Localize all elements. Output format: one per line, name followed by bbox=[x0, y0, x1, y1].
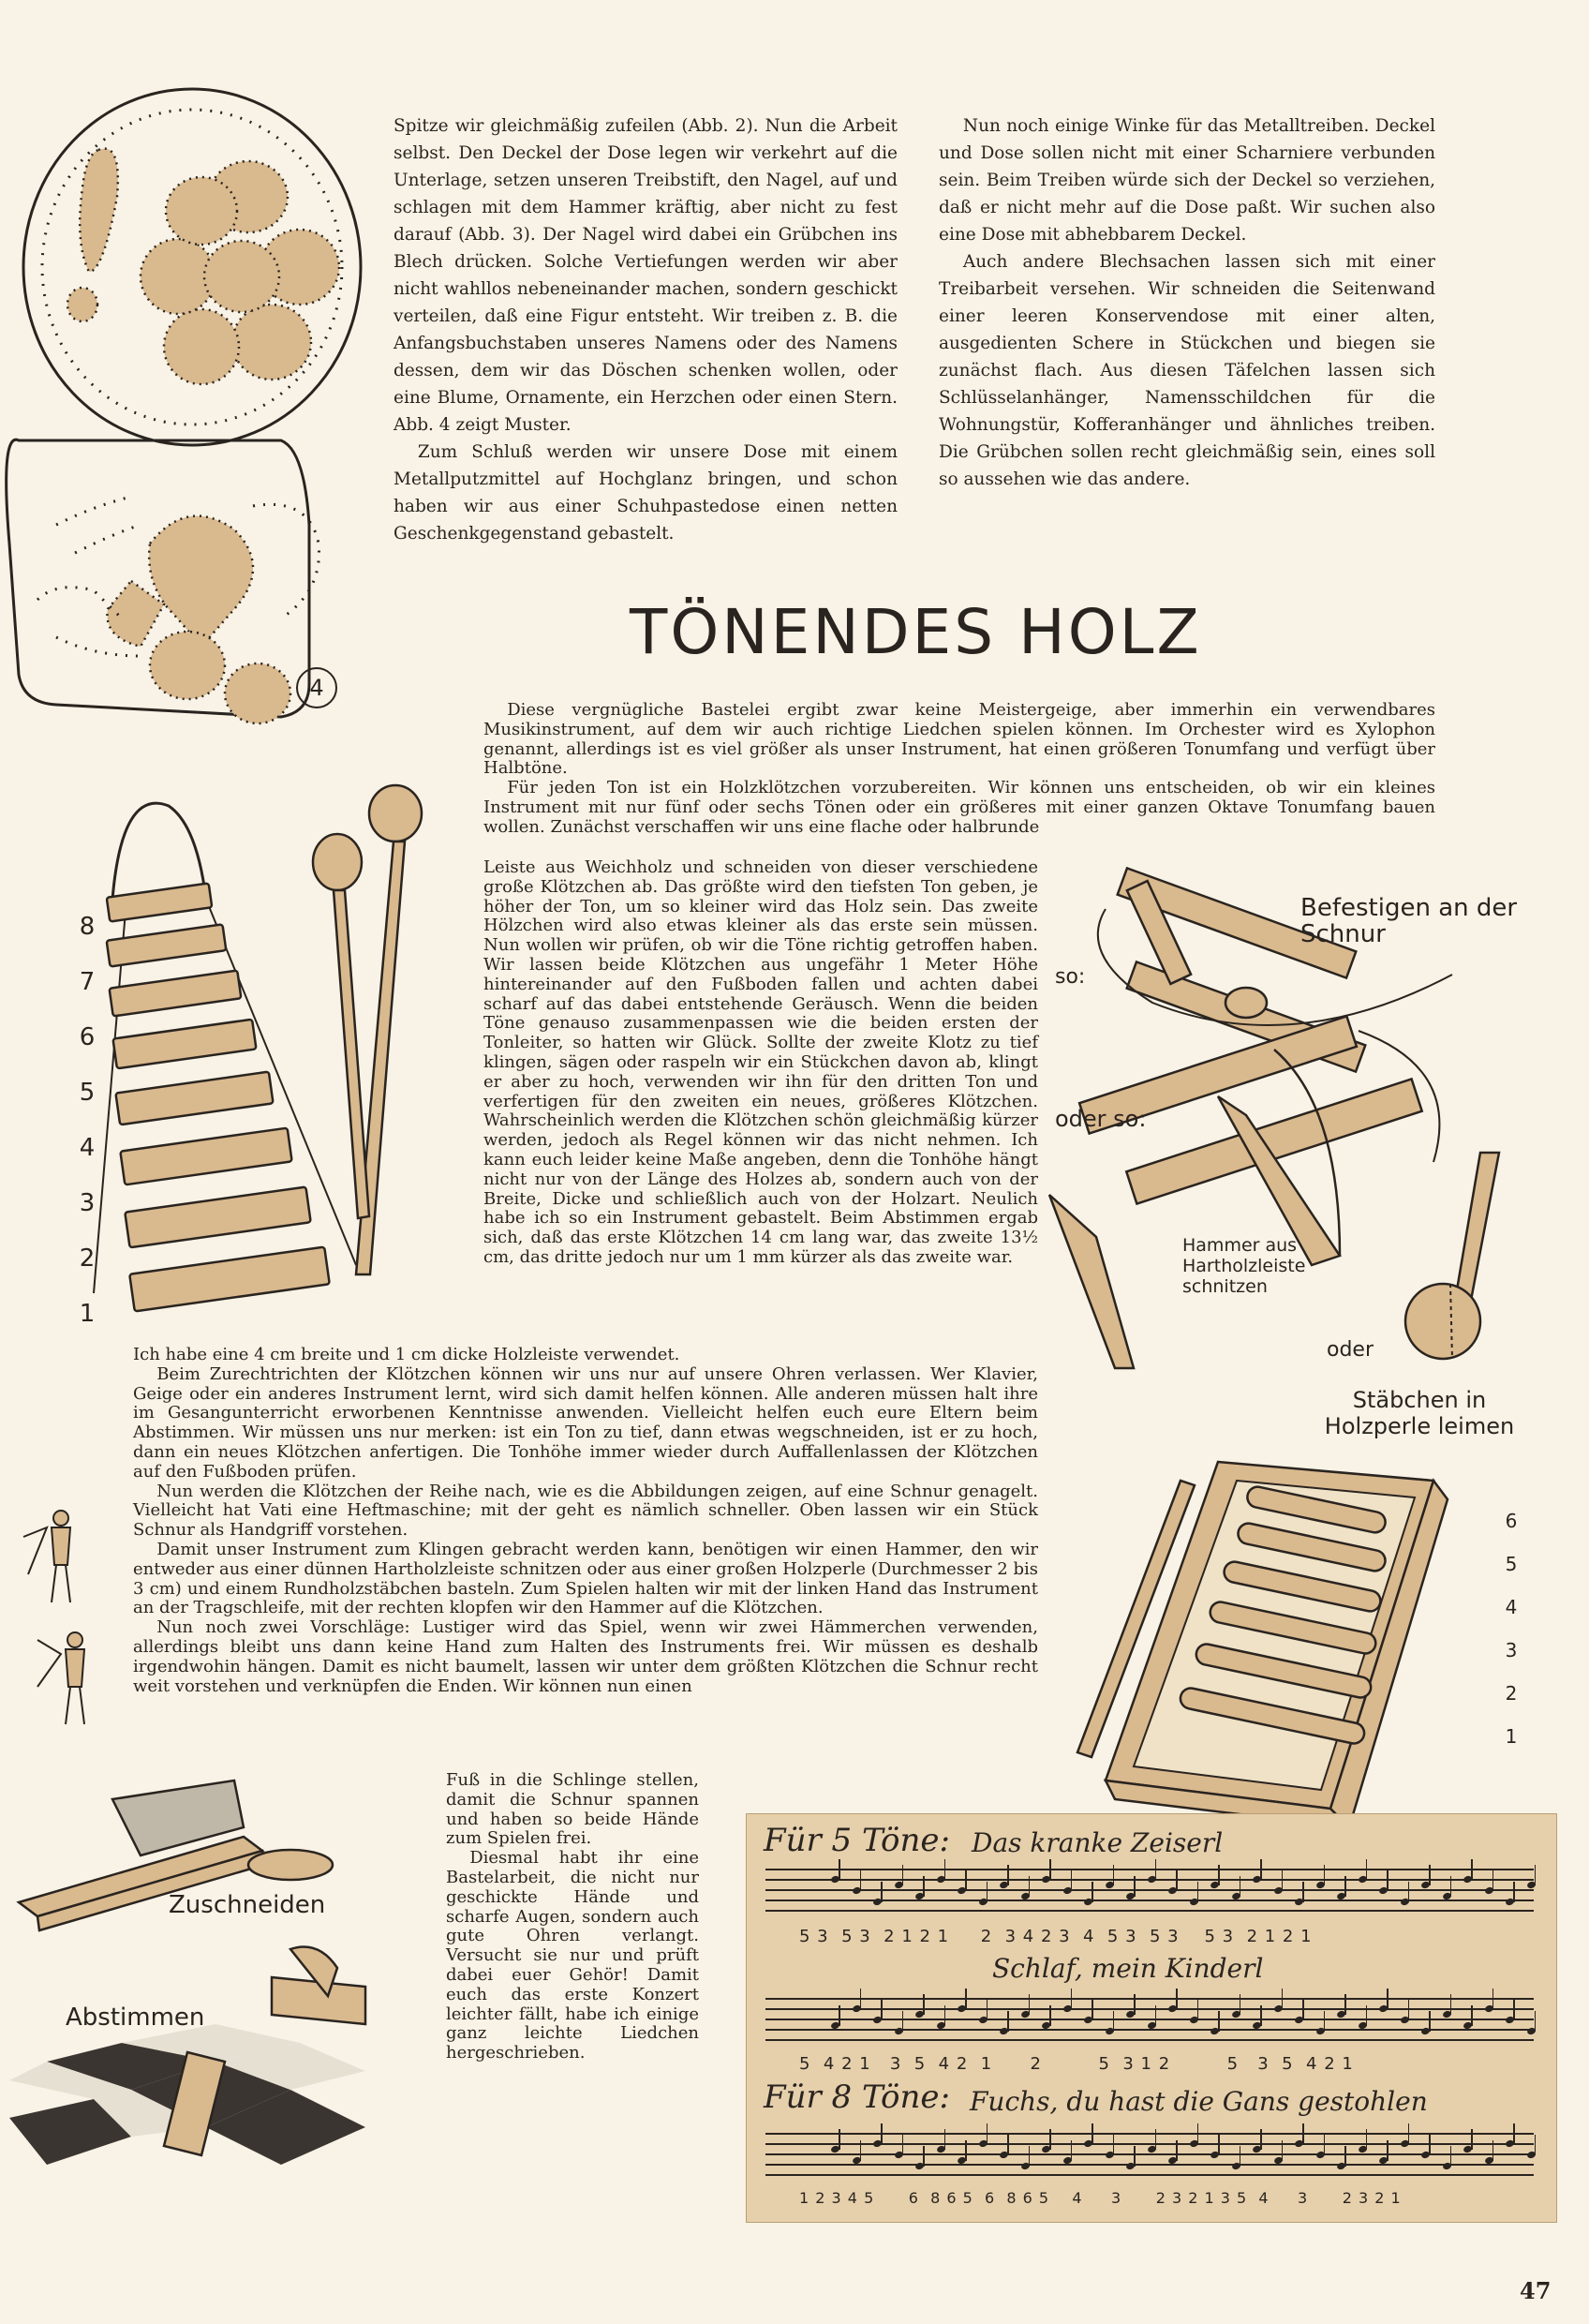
music-note-stem bbox=[1007, 2011, 1009, 2032]
frame-xylophone-drawing bbox=[1106, 1443, 1537, 1837]
song-title-3: Fuchs, du hast die Gans gestohlen bbox=[970, 2086, 1428, 2117]
music-note-stem bbox=[902, 1865, 904, 1885]
music-note-stem bbox=[965, 2140, 967, 2161]
label-abstimmen: Abstimmen bbox=[66, 2004, 205, 2032]
bottom-text bbox=[446, 1771, 699, 2063]
music-note-stem bbox=[965, 1989, 967, 2009]
music-note-stem bbox=[1134, 2146, 1136, 2167]
paragraph: Fuß in die Schlinge stellen, damit die Schnur spannen und haben so beide Hände zum Spielen frei. bbox=[446, 1770, 699, 1849]
music-note-stem bbox=[860, 1870, 862, 1891]
intro-text bbox=[483, 701, 1435, 838]
music-note-stem bbox=[1049, 1859, 1051, 1880]
music-note-stem bbox=[1134, 1994, 1136, 2015]
music-note-stem bbox=[1260, 2005, 1262, 2026]
music-note-stem bbox=[860, 2140, 862, 2161]
figure-4-label: 4 bbox=[296, 667, 337, 708]
music-note-stem bbox=[1535, 1865, 1537, 1885]
frame-number: 1 bbox=[1505, 1725, 1518, 1748]
label-befestigen: Befestigen an der Schnur bbox=[1300, 894, 1518, 948]
music-note-stem bbox=[1092, 2000, 1093, 2020]
song-title-1: Das kranke Zeiserl bbox=[972, 1827, 1224, 1858]
music-note-stem bbox=[987, 2000, 988, 2020]
paragraph: Für jeden Ton ist ein Holzklötzchen vorzubereiten. Wir können uns entscheiden, ob wir ein kleines Instrument mit nur fünf oder sechs Tönen oder ein größeres mit einer ganzen Oktave Tonumfang bauen wollen. Zunächst verschaffen wir uns eine flache oder halbrunde bbox=[483, 778, 1435, 837]
music-note-stem bbox=[1197, 2123, 1199, 2144]
paragraph: Nun werden die Klötzchen der Reihe nach, wie es die Abbildungen zeigen, auf eine Schnur genagelt. Vielleicht hat Vati eine Heftmaschine; mit der geht es nämlich schneller. Oben lassen wir ein Stück Schnur als Handgriff vorstehen. bbox=[133, 1481, 1038, 1541]
music-note-stem bbox=[902, 2011, 904, 2032]
music-note-stem bbox=[923, 2146, 925, 2167]
music-note-stem bbox=[1176, 1989, 1178, 2009]
column-left bbox=[394, 112, 898, 547]
music-heading-8: Für 8 Töne: bbox=[764, 2078, 950, 2116]
music-note-stem bbox=[1471, 2005, 1473, 2026]
music-note-stem bbox=[1049, 2129, 1051, 2150]
music-note-stem bbox=[1450, 2146, 1452, 2167]
xylophone-number: 4 bbox=[79, 1134, 96, 1162]
music-note-stem bbox=[839, 2005, 840, 2026]
music-note-stem bbox=[944, 2005, 946, 2026]
frame-number: 3 bbox=[1505, 1639, 1518, 1661]
xylophone-number-list bbox=[73, 900, 101, 1342]
xylophone-number: 7 bbox=[79, 968, 96, 996]
music-note-stem bbox=[1408, 2000, 1410, 2020]
music-note-stem bbox=[1429, 2135, 1431, 2155]
label-zuschneiden: Zuschneiden bbox=[169, 1891, 326, 1919]
music-note-stem bbox=[1282, 2140, 1284, 2161]
music-note-stem bbox=[1324, 1865, 1326, 1885]
music-note-stem bbox=[1049, 2005, 1051, 2026]
music-note-stem bbox=[1197, 1882, 1199, 1902]
song-title-2: Schlaf, mein Kinderl bbox=[992, 1953, 1264, 1984]
column-right bbox=[939, 112, 1435, 493]
music-note-stem bbox=[1218, 2011, 1220, 2032]
music-note-stem bbox=[1176, 2140, 1178, 2161]
paragraph: Beim Zurechtrichten der Klötzchen können wir uns nur auf unsere Ohren verlassen. Wer Klavier, Geige oder ein anderes Instrument lernt, wird sich damit helfen können. Alle anderen müssen halt ihre im Gesangunterricht erworbenen Kenntnisse anwenden. Vielleicht helfen euch eure Eltern beim Abstimmen. Wir müssen uns nur merken: ist ein Ton zu tief, dann etwas wegschneiden, ist er zu hoch, dann ein neues Klötzchen anfertigen. Die Tonhöhe immer wieder durch Auffallenlassen der Klötzchen auf den Fußboden prüfen. bbox=[133, 1363, 1038, 1482]
wide-text bbox=[133, 1346, 1038, 1696]
music-note-stem bbox=[1324, 2135, 1326, 2155]
music-note-stem bbox=[1071, 1870, 1073, 1891]
music-note-stem bbox=[839, 2129, 840, 2150]
music-note-stem bbox=[1260, 2129, 1262, 2150]
music-note-stem bbox=[1535, 2135, 1537, 2155]
staff-2 bbox=[765, 1998, 1534, 2043]
music-note-stem bbox=[860, 1989, 862, 2009]
music-note-stem bbox=[1513, 2000, 1515, 2020]
frame-number: 2 bbox=[1505, 1682, 1518, 1705]
music-note-stem bbox=[1429, 1865, 1431, 1885]
music-note-stem bbox=[1282, 1989, 1284, 2009]
music-note-stem bbox=[944, 2129, 946, 2150]
music-note-stem bbox=[1344, 1876, 1346, 1897]
xylophone-number: 2 bbox=[79, 1244, 96, 1273]
frame-number-list bbox=[1497, 1499, 1525, 1758]
music-note-stem bbox=[1240, 1876, 1241, 1897]
music-note-stem bbox=[1302, 2000, 1304, 2020]
xylophone-number: 1 bbox=[79, 1300, 96, 1328]
song2-numbers: 5 4 2 1 3 5 4 2 1 2 5 3 1 2 5 3 5 4 2 1 bbox=[799, 2054, 1354, 2074]
paragraph: Auch andere Blechsachen lassen sich mit einer Treibarbeit versehen. Wir schneiden die Seitenwand einer leeren Konservendose mit einer alten, ausgedienten Schere in Stückchen und biegen sie zunächst flach. Aus diesen Täfelchen lassen sich Schlüsselanhänger, Namensschildchen für die Wohnungstür, Kofferanhänger und ähnliches treiben. Die Grübchen sollen recht gleichmäßig sein, eines soll so aussehen wie das andere. bbox=[939, 252, 1435, 489]
music-note-stem bbox=[1492, 2140, 1494, 2161]
frame-number: 4 bbox=[1505, 1596, 1518, 1618]
music-note-stem bbox=[1197, 2000, 1199, 2020]
music-note-stem bbox=[1366, 1859, 1368, 1880]
music-note-stem bbox=[1450, 1876, 1452, 1897]
music-note-stem bbox=[1282, 1870, 1284, 1891]
music-note-stem bbox=[839, 1859, 840, 1880]
music-note-stem bbox=[987, 2123, 988, 2144]
music-note-stem bbox=[1218, 1865, 1220, 1885]
music-note-stem bbox=[1134, 1876, 1136, 1897]
music-note-stem bbox=[1007, 2135, 1009, 2155]
music-note-stem bbox=[1471, 2129, 1473, 2150]
narrow-text bbox=[483, 858, 1038, 1268]
xylophone-drawing bbox=[56, 787, 450, 1312]
music-note-stem bbox=[1513, 1882, 1515, 1902]
music-note-stem bbox=[1492, 1989, 1494, 2009]
music-note-stem bbox=[1218, 2135, 1220, 2155]
music-note-stem bbox=[923, 1994, 925, 2015]
music-note-stem bbox=[1240, 2146, 1241, 2167]
music-note-stem bbox=[923, 1876, 925, 1897]
music-note-stem bbox=[1113, 1865, 1115, 1885]
xylophone-number: 6 bbox=[79, 1023, 96, 1051]
paragraph: Damit unser Instrument zum Klingen gebracht werden kann, benötigen wir einen Hammer, den wir entweder aus einer dünnen Hartholzleiste schnitzen oder aus einer großen Holzperle (Durchmesser 2 bis 3 cm) und einem Rundholzstäbchen basteln. Zum Spielen halten wir mit der linken Hand das Instrument an der Tragschleife, mit der rechten klopfen wir den Hammer auf die Klötzchen. bbox=[133, 1539, 1038, 1618]
music-note-stem bbox=[1155, 2005, 1157, 2026]
music-note-stem bbox=[1029, 1994, 1031, 2015]
music-note-stem bbox=[1324, 2011, 1326, 2032]
music-note-stem bbox=[1240, 1994, 1241, 2015]
music-note-stem bbox=[881, 2123, 883, 2144]
music-note-stem bbox=[1387, 1870, 1389, 1891]
music-note-stem bbox=[1408, 1882, 1410, 1902]
music-note-stem bbox=[1450, 1994, 1452, 2015]
music-note-stem bbox=[902, 2135, 904, 2155]
music-note-stem bbox=[1029, 2146, 1031, 2167]
music-note-stem bbox=[1113, 2011, 1115, 2032]
song3-numbers: 1 2 3 4 5 6 8 6 5 6 8 6 5 4 3 2 3 2 1 3 5 4 3 2 3 2 1 bbox=[799, 2189, 1402, 2207]
saw-and-tuning-drawing bbox=[9, 1780, 450, 2174]
music-note-stem bbox=[1176, 1870, 1178, 1891]
music-note-stem bbox=[1007, 1865, 1009, 1885]
xylophone-number: 3 bbox=[79, 1189, 96, 1217]
page-number: 47 bbox=[1520, 2277, 1552, 2304]
music-heading-5: Für 5 Töne: bbox=[764, 1822, 950, 1859]
music-note-stem bbox=[1155, 2129, 1157, 2150]
music-note-stem bbox=[1513, 2123, 1515, 2144]
staff-1 bbox=[765, 1869, 1534, 1914]
paragraph: Spitze wir gleichmäßig zufeilen (Abb. 2). Nun die Arbeit selbst. Den Deckel der Dose legen wir verkehrt auf die Unterlage, setzen unseren Treibstift, den Nagel, auf und schlagen mit dem Hammer kräftig, aber nicht zu fest darauf (Abb. 3). Der Nagel wird dabei ein Grübchen ins Blech drücken. Solche Vertiefungen werden wir aber nicht wahllos nebeneinander machen, sondern geschickt verteilen, daß eine Figur entsteht. Wir treiben z. B. die Anfangsbuchstaben unseres Namens oder des Namens dessen, dem wir das Döschen schenken wollen, oder eine Blume, Ornamente, ein Herzchen oder einen Stern. Abb. 4 zeigt Muster. bbox=[394, 116, 898, 435]
label-oder: oder bbox=[1327, 1338, 1374, 1362]
song1-numbers: 5 3 5 3 2 1 2 1 2 3 4 2 3 4 5 3 5 3 5 3 2 1 2 1 bbox=[799, 1927, 1313, 1946]
music-note-stem bbox=[1113, 2135, 1115, 2155]
article-title: TÖNENDES HOLZ bbox=[630, 596, 1202, 668]
music-note-stem bbox=[1535, 2011, 1537, 2032]
tin-lid-drawings bbox=[0, 56, 375, 768]
paragraph: Diesmal habt ihr eine Bastelarbeit, die nicht nur geschickte Hände und scharfe Augen, sondern auch gute Ohren verlangt. Versucht sie nur und prüft dabei euer Gehör! Damit euch das erste Konzert leichter fällt, habe ich einige ganz leichte Liedchen hergeschrieben. bbox=[446, 1848, 699, 2063]
music-note-stem bbox=[1071, 2140, 1073, 2161]
music-note-stem bbox=[1260, 1859, 1262, 1880]
music-note-stem bbox=[1366, 2129, 1368, 2150]
music-note-stem bbox=[1387, 2140, 1389, 2161]
music-note-stem bbox=[881, 1882, 883, 1902]
music-note-stem bbox=[1092, 2123, 1093, 2144]
music-note-stem bbox=[1071, 1989, 1073, 2009]
staff-3 bbox=[765, 2133, 1534, 2178]
music-note-stem bbox=[881, 2000, 883, 2020]
xylophone-number: 5 bbox=[79, 1079, 96, 1107]
music-note-stem bbox=[1366, 2005, 1368, 2026]
music-note-stem bbox=[944, 1859, 946, 1880]
frame-number: 5 bbox=[1505, 1553, 1518, 1575]
music-note-stem bbox=[987, 1882, 988, 1902]
paragraph: Diese vergnügliche Bastelei ergibt zwar keine Meistergeige, aber immerhin ein verwendbares Musikinstrument, auf dem wir auch richtige Liedchen spielen können. Im Orchester wird es Xylophon genannt, allerdings ist es viel größer als unser Instrument, hat einen größeren Tonumfang und verfügt über Halbtöne. bbox=[483, 700, 1435, 779]
music-note-stem bbox=[1155, 1859, 1157, 1880]
paragraph: Ich habe eine 4 cm breite und 1 cm dicke Holzleiste verwendet. bbox=[133, 1345, 680, 1364]
label-hammer: Hammer aus Hartholzleiste schnitzen bbox=[1182, 1235, 1306, 1297]
music-note-stem bbox=[1344, 1994, 1346, 2015]
music-note-stem bbox=[1344, 2146, 1346, 2167]
paragraph: Zum Schluß werden wir unsere Dose mit einem Metallputzmittel auf Hochglanz bringen, und schon haben wir aus einer Schuhpastedose einen netten Geschenkgegenstand gebastelt. bbox=[394, 442, 898, 544]
frame-number: 6 bbox=[1505, 1510, 1518, 1532]
paragraph: Leiste aus Weichholz und schneiden von dieser verschiedene große Klötzchen ab. Das größte wird den tiefsten Ton geben, je höher der Ton, um so kleiner wird das Holz sein. Das zweite Hölzchen wird also etwas kleiner als das erste sein müssen. Nun wollen wir prüfen, ob wir die Töne richtig getroffen haben. Wir lassen beide Klötzchen aus ungefähr 1 Meter Höhe hintereinander auf den Fußboden fallen und achten dabei scharf auf das dabei entstehende Geräusch. Wenn die beiden Töne genauso zusammenpassen wie die beiden ersten der Tonleiter, so hatten wir Glück. Sollte der zweite Klotz zu tief klingen, sägen oder raspeln wir ein Stückchen davon ab, klingt er aber zu hoch, verwenden wir ihn für den dritten Ton und verfertigen für den zweiten ein neues, größeres Klötzchen. Wahrscheinlich werden die Klötzchen schön gleichmäßig kürzer werden, jedoch als Regel können wir das nicht nehmen. Ich kann euch leider keine Maße angeben, denn die Tonhöhe hängt nicht nur von der Länge des Holzes ab, sondern auch von der Breite, Dicke und schließlich auch von der Holzart. Neulich habe ich so ein Instrument gebastelt. Beim Abstimmen ergab sich, daß das erste Klötzchen 14 cm lang war, das zweite 13½ cm, das dritte jedoch nur um 1 mm kürzer als das zweite war. bbox=[483, 857, 1038, 1267]
music-note-stem bbox=[1029, 1876, 1031, 1897]
label-staebchen: Stäbchen in Holzperle leimen bbox=[1324, 1387, 1515, 1439]
music-note-stem bbox=[1387, 1989, 1389, 2009]
music-note-stem bbox=[1302, 1882, 1304, 1902]
music-note-stem bbox=[1408, 2123, 1410, 2144]
label-oder-so: oder so: bbox=[1055, 1106, 1147, 1132]
music-note-stem bbox=[1092, 1882, 1093, 1902]
paragraph: Nun noch einige Winke für das Metalltreiben. Deckel und Dose sollen nicht mit einer Scharniere verbunden sein. Beim Treiben würde sich der Deckel so verziehen, daß er nicht mehr auf die Dose paßt. Wir suchen also eine Dose mit abhebbarem Deckel. bbox=[939, 116, 1435, 245]
paragraph: Nun noch zwei Vorschläge: Lustiger wird das Spiel, wenn wir zwei Hämmerchen verwenden, allerdings bleibt uns dann keine Hand zum Halten des Instruments frei. Wir müssen es deshalb irgendwohin hängen. Damit es nicht baumelt, lassen wir unter dem größten Klötzchen die Schnur recht weit vorstehen und verknüpfen die Enden. Wir können nun einen bbox=[133, 1617, 1038, 1696]
music-note-stem bbox=[965, 1870, 967, 1891]
player-figures bbox=[19, 1499, 112, 1743]
label-so: so: bbox=[1055, 965, 1086, 989]
sheet-music-box bbox=[746, 1813, 1557, 2223]
music-note-stem bbox=[1429, 2011, 1431, 2032]
xylophone-number: 8 bbox=[79, 913, 96, 941]
music-note-stem bbox=[1492, 1870, 1494, 1891]
music-note-stem bbox=[1302, 2123, 1304, 2144]
music-note-stem bbox=[1471, 1859, 1473, 1880]
